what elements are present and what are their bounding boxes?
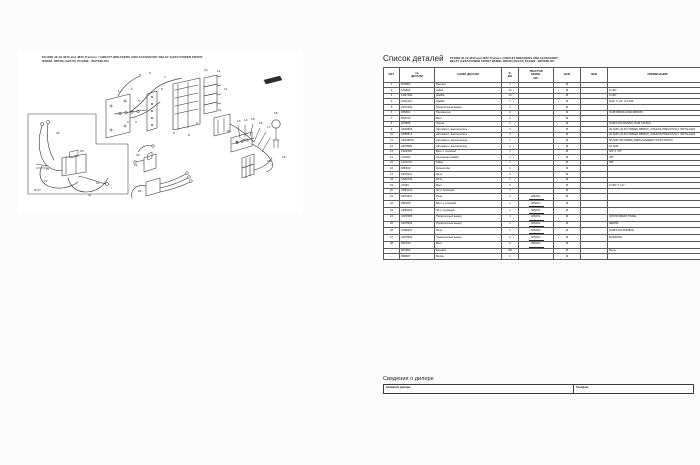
parts-table	[383, 67, 700, 260]
svg-text:9: 9	[173, 131, 175, 135]
column-header-remarks: ПРИМЕЧАНИЯ	[608, 68, 700, 82]
cell-key: 21	[384, 194, 400, 201]
svg-text:14: 14	[244, 118, 248, 122]
cell-model-4840	[581, 254, 608, 260]
cell-quantity: 1	[502, 149, 519, 155]
table-row	[384, 194, 700, 201]
cell-quantity: 1	[502, 138, 519, 144]
part-no-header-line1: №	[415, 70, 419, 75]
cell-part-name: Крышка	[435, 248, 502, 254]
cell-model-4640	[554, 207, 581, 214]
svg-text:9: 9	[196, 121, 198, 125]
model-applicability-mark: X	[565, 132, 568, 137]
serial-range	[529, 215, 544, 220]
cell-key: –	[384, 254, 400, 260]
cell-part-no: 12H304	[400, 155, 435, 161]
svg-text:11: 11	[217, 69, 221, 73]
cell-part-name: Автоматич. выключатель	[435, 132, 502, 138]
cell-quantity: 1	[502, 207, 519, 214]
cell-part-name: Автоматич. выключатель	[435, 144, 502, 150]
serial-range	[529, 229, 544, 234]
table-row	[384, 235, 700, 242]
cell-serial-no	[519, 201, 554, 208]
cell-model-4640	[554, 235, 581, 242]
cell-quantity: AR	[502, 248, 519, 254]
svg-text:21: 21	[134, 163, 138, 167]
svg-text:12: 12	[218, 108, 222, 112]
column-header-serial	[519, 68, 554, 82]
table-row	[384, 207, 700, 214]
cell-quantity: 4	[502, 132, 519, 138]
cell-remarks: 0.190"	[608, 93, 700, 99]
cell-part-no: AH98337	[400, 228, 435, 235]
cell-part-no: R67992	[400, 248, 435, 254]
cell-key: 6	[384, 110, 400, 116]
cell-part-name: Проволочный вывод	[435, 104, 502, 110]
model-applicability-mark: X	[565, 227, 568, 232]
cell-remarks	[608, 254, 700, 260]
diagram-caption	[18, 52, 303, 63]
cell-quantity: 2	[502, 110, 519, 116]
cell-quantity: 1	[502, 82, 519, 88]
cell-quantity: 2	[502, 235, 519, 242]
diagram-caption-line2: WHEEL DRIVE) (02C07) PC1899 - WATERLOO	[42, 59, 109, 64]
model-applicability-mark: X	[565, 104, 568, 109]
model-applicability-mark: X	[565, 241, 568, 246]
cell-part-name: Реле	[435, 172, 502, 178]
cell-key: 13	[384, 149, 400, 155]
cell-key: 1	[384, 82, 400, 88]
cell-serial-no	[519, 235, 554, 242]
model-applicability-mark: X	[565, 182, 568, 187]
svg-text:3: 3	[138, 99, 140, 103]
cell-part-name: Винт	[435, 241, 502, 248]
svg-text:20: 20	[136, 153, 140, 157]
cell-model-4840	[581, 241, 608, 248]
dealer-info-heading: Сведения о дилере	[383, 376, 434, 382]
table-row	[384, 214, 700, 221]
cell-part-name: Автоматич. выключатель	[435, 127, 502, 133]
model-applicability-mark: X	[565, 160, 568, 165]
serial-range	[529, 202, 544, 207]
cell-part-name: Реле	[435, 228, 502, 235]
cell-part-name: Автоматич. выключатель	[435, 138, 502, 144]
exploded-parts-diagram	[18, 66, 303, 206]
cell-key: 11	[384, 138, 400, 144]
model-applicability-mark: X	[565, 149, 568, 154]
cell-quantity: 14	[502, 88, 519, 94]
dealer-info-row	[384, 384, 694, 393]
cell-serial-no	[519, 254, 554, 260]
svg-text:11: 11	[224, 87, 228, 91]
cell-model-4640	[554, 214, 581, 221]
cell-key: 14	[384, 155, 400, 161]
model-applicability-mark: X	[565, 98, 568, 103]
cell-key: 7	[384, 116, 400, 122]
serial-header-line3: NO.	[533, 75, 539, 80]
cell-key: 22	[384, 201, 400, 208]
cell-quantity: 1	[502, 188, 519, 194]
table-row	[384, 228, 700, 235]
cell-quantity: 1	[502, 214, 519, 221]
model-applicability-mark: X	[565, 188, 568, 193]
cell-quantity: 1	[502, 201, 519, 208]
parts-table-header	[384, 68, 700, 82]
cell-part-no: R52790	[400, 241, 435, 248]
model-applicability-mark: X	[565, 207, 568, 212]
cell-part-name: Проволочный вывод	[435, 214, 502, 221]
parts-list-header	[383, 54, 683, 64]
serial-number: 025291-	[531, 208, 541, 212]
cell-quantity: 1	[502, 160, 519, 166]
model-applicability-mark: X	[565, 214, 568, 219]
dealer-name-label[interactable]: Название дилера:	[384, 384, 574, 393]
cell-quantity: 1	[502, 155, 519, 161]
svg-text:2: 2	[131, 87, 133, 91]
cell-key: –	[384, 248, 400, 254]
cell-part-no: R78895	[400, 121, 435, 127]
serial-number: 025291-	[531, 215, 541, 219]
cell-model-4640	[554, 241, 581, 248]
serial-number: 025291-	[531, 222, 541, 226]
serial-range	[529, 242, 544, 247]
cell-remarks: 0.190" X 1/2"	[608, 183, 700, 189]
qty-header-line1: К-	[508, 70, 512, 75]
column-header-model-4840: 4840	[581, 68, 608, 82]
cell-part-name: Гайка	[435, 160, 502, 166]
cell-part-name: Жгут проводов	[435, 188, 502, 194]
cell-remarks	[608, 207, 700, 214]
cell-model-4840	[581, 201, 608, 208]
cell-part-no: 12M7060	[400, 93, 435, 99]
cell-remarks	[608, 241, 700, 248]
cell-part-name: Опора	[435, 121, 502, 127]
cell-key: 9	[384, 127, 400, 133]
cell-model-4640	[554, 194, 581, 201]
cell-key: 20	[384, 188, 400, 194]
cell-remarks: (SUB R80034 AND R80035)	[608, 110, 700, 116]
cell-quantity: 1	[502, 166, 519, 172]
diagram-panel	[18, 52, 303, 212]
cell-key: 26	[384, 228, 400, 235]
cell-part-name: Проволочный вывод	[435, 235, 502, 242]
cell-remarks: 20 AMP, (ALSO ORDER R88607) (UNLESS PREVIOUSLY INSTALLED)	[608, 132, 700, 138]
serial-number: 025291-	[531, 228, 541, 232]
model-applicability-mark: X	[565, 154, 568, 159]
model-applicability-mark: X	[565, 126, 568, 131]
cell-key: 28	[384, 241, 400, 248]
model-applicability-mark: X	[565, 234, 568, 239]
svg-text:22: 22	[138, 189, 142, 193]
model-applicability-mark: X	[565, 82, 568, 87]
cell-quantity: 1	[502, 121, 519, 127]
cell-serial-no	[519, 221, 554, 228]
cell-remarks: 3/8" X 7/8"	[608, 149, 700, 155]
cell-part-name: Винт с головкой	[435, 201, 502, 208]
parts-list-panel	[383, 54, 696, 260]
svg-text:18: 18	[274, 111, 278, 115]
cell-remarks: (INSTRUMENT PANEL	[608, 214, 700, 221]
model-applicability-mark: X	[565, 93, 568, 98]
cell-model-4640	[554, 201, 581, 208]
cell-serial-no	[519, 241, 554, 248]
dealer-info-section	[383, 376, 683, 394]
column-header-key: KEY	[384, 68, 400, 82]
svg-text:15: 15	[251, 117, 255, 121]
cell-model-4640	[554, 221, 581, 228]
column-header-name: НАИМ. ДЕТАЛИ	[435, 68, 502, 82]
cell-part-name: Проволочный вывод	[435, 221, 502, 228]
cell-key: 23	[384, 207, 400, 214]
cell-model-4840	[581, 228, 608, 235]
serial-range	[529, 209, 544, 214]
cell-part-no: AR158015	[400, 138, 435, 144]
serial-number: 025291-	[531, 201, 541, 205]
page-title: Список деталей	[383, 54, 444, 63]
column-header-qty	[502, 68, 519, 82]
column-header-part-no	[400, 68, 435, 82]
cell-key: 10	[384, 132, 400, 138]
cell-model-4640	[554, 254, 581, 260]
serial-range	[529, 195, 544, 200]
cell-serial-no	[519, 207, 554, 214]
cell-quantity: 1	[502, 254, 519, 260]
cell-key: 2	[384, 88, 400, 94]
serial-range	[529, 222, 544, 227]
cell-quantity: 1	[502, 144, 519, 150]
svg-text:8: 8	[161, 87, 163, 91]
svg-text:25: 25	[80, 149, 84, 153]
cell-part-no: AR79411	[400, 194, 435, 201]
model-applicability-mark: X	[565, 177, 568, 182]
table-header-row	[384, 68, 700, 82]
cell-part-name: Реле	[435, 194, 502, 201]
cell-remarks: ЗЕМЛЯ	[608, 221, 700, 228]
svg-text:21: 21	[88, 193, 92, 197]
cell-key: 5	[384, 104, 400, 110]
serial-header-line2: SERIAL	[530, 72, 542, 77]
svg-text:13: 13	[237, 119, 241, 123]
model-applicability-mark: X	[565, 253, 568, 258]
serial-header-line1: TRACTOR	[529, 68, 543, 73]
svg-text:27: 27	[46, 167, 50, 171]
parts-table-body	[384, 82, 700, 259]
serial-number: 025291-	[531, 195, 541, 198]
cell-part-name: Винт с головкой	[435, 149, 502, 155]
model-applicability-mark: X	[565, 171, 568, 176]
parts-list-subtitle	[450, 54, 558, 64]
cell-quantity: 1	[502, 228, 519, 235]
svg-text:16: 16	[259, 121, 263, 125]
cell-part-name: Стопорная шайба	[435, 155, 502, 161]
cell-key: 17	[384, 172, 400, 178]
dealer-info-table	[383, 384, 694, 394]
cell-remarks: (SUB FOR A033861)	[608, 228, 700, 235]
svg-text:10: 10	[204, 68, 208, 72]
cell-quantity: 14	[502, 93, 519, 99]
dealer-phone-label[interactable]: Телефон:	[574, 384, 694, 393]
cell-part-no: R63962	[400, 82, 435, 88]
cell-model-4840	[581, 207, 608, 214]
table-row	[384, 201, 700, 208]
cell-remarks: 3/8"	[608, 155, 700, 161]
cell-part-name: Перемычка	[435, 110, 502, 116]
cell-key: 25	[384, 221, 400, 228]
cell-key: 24	[384, 214, 400, 221]
svg-text:6: 6	[149, 71, 151, 75]
cell-part-name: Гайка	[435, 88, 502, 94]
cell-part-no: R55028	[400, 201, 435, 208]
cell-remarks: 0.190"	[608, 88, 700, 94]
model-applicability-mark: X	[565, 138, 568, 143]
cell-model-4640	[554, 228, 581, 235]
cell-key: 15	[384, 160, 400, 166]
cell-part-name: Жгут проводов	[435, 207, 502, 214]
cell-part-no: 14H820	[400, 88, 435, 94]
svg-text:17: 17	[267, 125, 271, 129]
svg-text:7: 7	[164, 75, 166, 79]
svg-text:5: 5	[139, 73, 141, 77]
cell-model-4840	[581, 214, 608, 221]
serial-range	[529, 236, 544, 241]
svg-text:8: 8	[188, 133, 190, 137]
cell-part-name: Винт	[435, 183, 502, 189]
cell-quantity: 1	[502, 177, 519, 183]
cell-quantity: 2	[502, 116, 519, 122]
qty-header-line2: ВО	[507, 73, 513, 78]
cell-key: 19	[384, 183, 400, 189]
table-row	[384, 254, 700, 260]
svg-text:23: 23	[96, 181, 100, 185]
table-row	[384, 241, 700, 248]
model-applicability-mark: X	[565, 194, 568, 198]
cell-part-no: 19H2394	[400, 149, 435, 155]
cell-part-no: AR79411	[400, 172, 435, 178]
column-header-model-4640: 4640	[554, 68, 581, 82]
cell-remarks: Пыль	[608, 248, 700, 254]
cell-quantity: 3	[502, 183, 519, 189]
cell-part-no: R88607	[400, 254, 435, 260]
model-applicability-mark: X	[565, 121, 568, 126]
svg-text:19: 19	[282, 155, 286, 159]
cell-part-no: AR72391	[400, 104, 435, 110]
cell-part-name: Шайба	[435, 99, 502, 105]
cell-part-name: Метка	[435, 254, 502, 260]
cell-part-no: AR78392	[400, 144, 435, 150]
cell-part-name: Шайба	[435, 93, 502, 99]
cell-part-no: AR58671	[400, 132, 435, 138]
subtitle-line-1: PC1899 40-19 4640 and 4840 Tractors / CIRCUIT BREAKERS AND ACCESSORY	[449, 55, 558, 60]
cell-part-no: AR78395	[400, 214, 435, 221]
subtitle-line-2: RELAY (LESS POWER FRONT WHEEL DRIVE) (02C07) PC1899 - WATERLOO	[449, 59, 555, 64]
cell-key: 16	[384, 166, 400, 172]
cell-key: 27	[384, 235, 400, 242]
table-row	[384, 221, 700, 228]
svg-text:19: 19	[267, 159, 271, 163]
part-no-header-line2: ДЕТАЛИ	[411, 73, 423, 78]
cell-part-no: AR89100	[400, 207, 435, 214]
cell-quantity: 2	[502, 172, 519, 178]
cell-remarks: BUSSMAN	[608, 235, 700, 242]
svg-text:1: 1	[118, 89, 120, 93]
cell-remarks: (SUB FOR R62960) (SUB N11891)	[608, 121, 700, 127]
cell-remarks: 5/32" X 1/2" X 0.049"	[608, 99, 700, 105]
cell-remarks: 30 AMP, (ALSO ORDER R88607) (UNLESS PREVIOUSLY INSTALLED)	[608, 127, 700, 133]
cell-quantity: 7	[502, 99, 519, 105]
serial-number: 025291-	[531, 235, 541, 239]
cell-key: 3	[384, 93, 400, 99]
cell-key: 12	[384, 144, 400, 150]
diagram-caption-line1: PC1899 40-19 4640 and 4840 Tractors / CIRCUIT BREAKERS AND ACCESSORY RELAY (LESS POWER FRONT	[42, 55, 203, 59]
cell-remarks: 3/8"	[608, 160, 700, 166]
cell-part-name: Винт	[435, 116, 502, 122]
cell-remarks	[608, 194, 700, 201]
cell-serial-no	[519, 194, 554, 201]
cell-part-no: 24H1301	[400, 99, 435, 105]
cell-part-no: R65961	[400, 110, 435, 116]
cell-serial-no	[519, 214, 554, 221]
cell-part-no: AR84131	[400, 188, 435, 194]
cell-part-no: AR78394	[400, 235, 435, 242]
svg-text:27: 27	[44, 179, 48, 183]
cell-remarks	[608, 201, 700, 208]
cell-quantity: 1	[502, 194, 519, 201]
svg-text:26: 26	[56, 131, 60, 135]
cell-key: 18	[384, 177, 400, 183]
cell-part-name: Реле	[435, 177, 502, 183]
cell-remarks: 50 AMP, (BLOWER) (REPLACEMENT (PASS ROOF)	[608, 138, 700, 144]
svg-text:2: 2	[127, 120, 129, 124]
model-applicability-mark: X	[565, 200, 568, 205]
cell-model-4840	[581, 221, 608, 228]
diagram-inset-label: MX42	[34, 189, 41, 192]
cell-part-no: AA84133	[400, 177, 435, 183]
cell-part-no: AR78396	[400, 221, 435, 228]
cell-part-no: R65630	[400, 166, 435, 172]
serial-number: 025291-	[531, 242, 541, 246]
cell-key: 4	[384, 99, 400, 105]
model-applicability-mark: X	[565, 166, 568, 171]
model-applicability-mark: X	[565, 115, 568, 120]
cell-serial-no	[519, 228, 554, 235]
cell-part-no: 37H81	[400, 183, 435, 189]
cell-part-no: 14H1076	[400, 160, 435, 166]
cell-remarks: 10 AMP	[608, 144, 700, 150]
cell-quantity: 1	[502, 104, 519, 110]
model-applicability-mark: X	[565, 248, 568, 253]
cell-model-4840	[581, 235, 608, 242]
cell-quantity: 2	[502, 241, 519, 248]
cell-part-no: R52790	[400, 116, 435, 122]
svg-text:3: 3	[135, 120, 137, 124]
cell-part-name: Кронштейн	[435, 166, 502, 172]
cell-model-4840	[581, 194, 608, 201]
cell-quantity: 1	[502, 221, 519, 228]
model-applicability-mark: X	[565, 143, 568, 148]
model-applicability-mark: X	[565, 221, 568, 226]
model-applicability-mark: X	[565, 110, 568, 115]
cell-quantity: 2	[502, 127, 519, 133]
model-applicability-mark: X	[565, 87, 568, 92]
cell-key: 8	[384, 121, 400, 127]
cell-part-no: AR48352	[400, 127, 435, 133]
svg-text:20: 20	[227, 129, 231, 133]
cell-part-name: Крышка	[435, 82, 502, 88]
